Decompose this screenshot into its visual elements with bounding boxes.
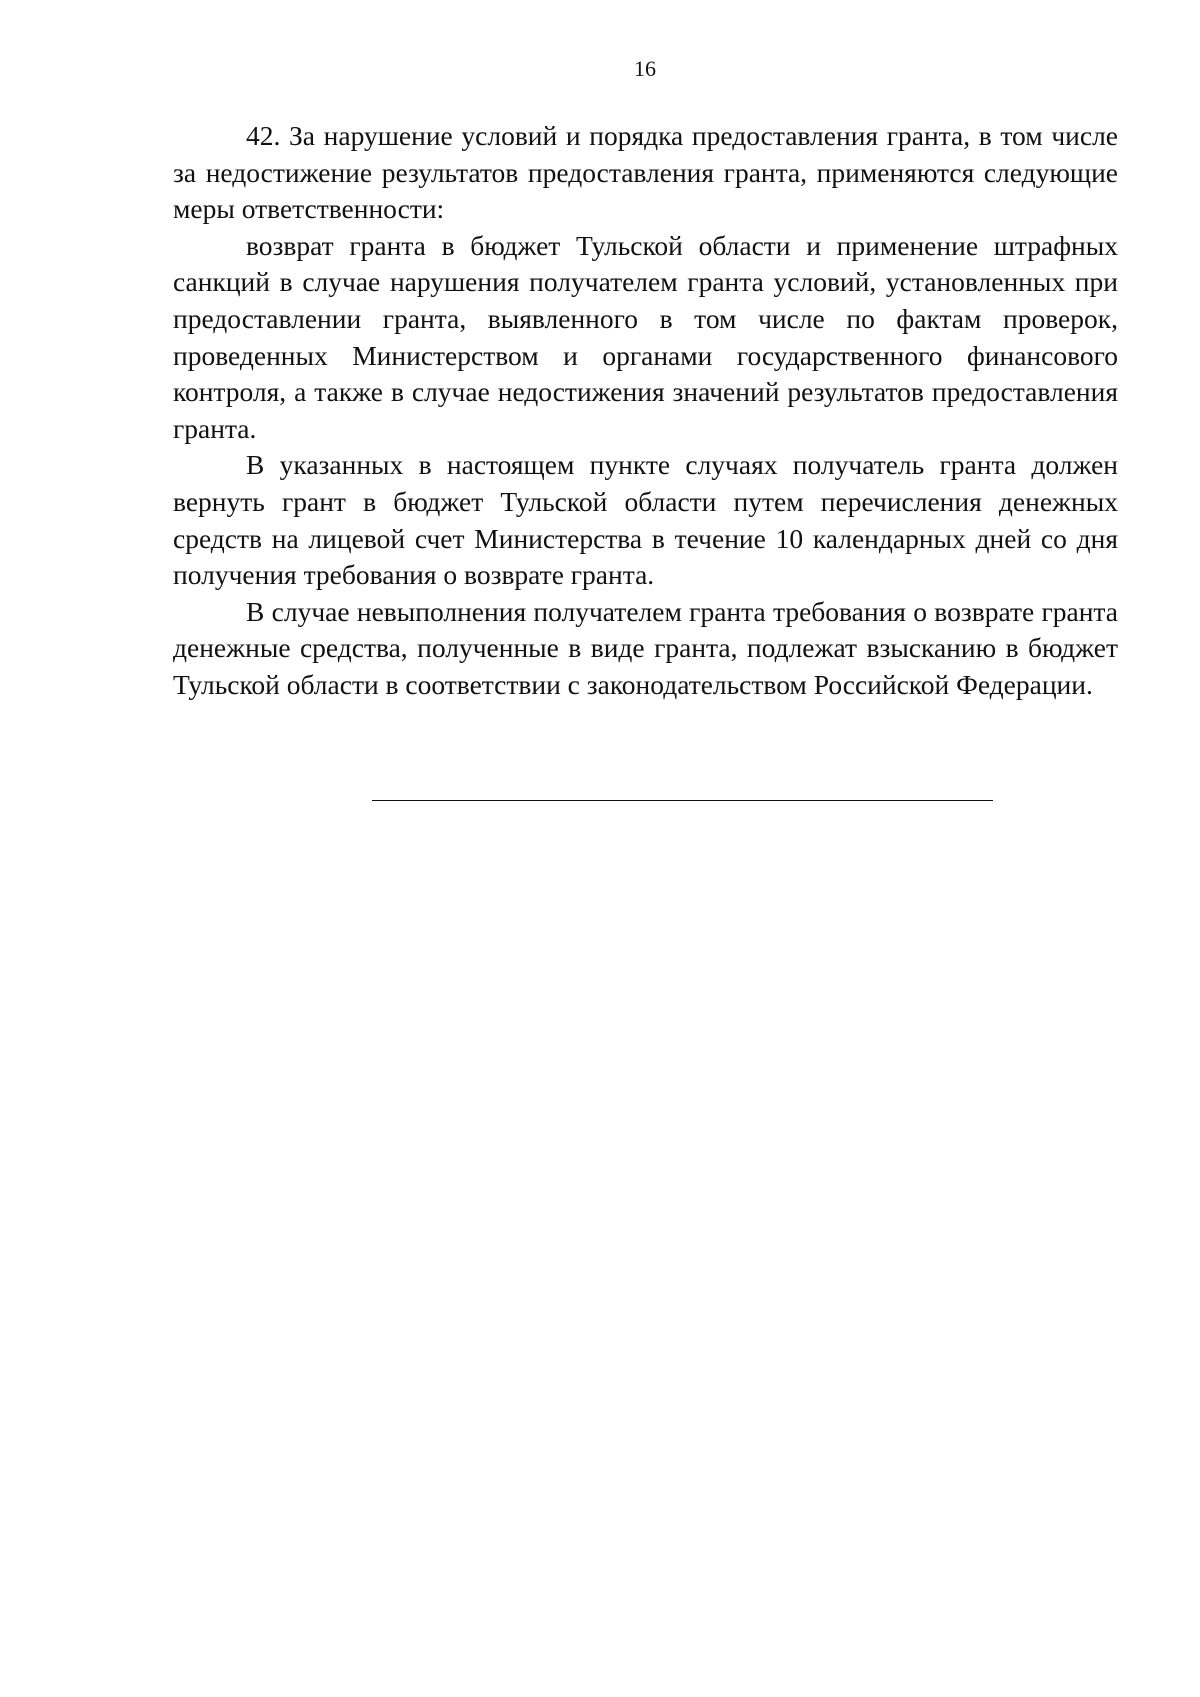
paragraph-return-deadline: В указанных в настоящем пункте случаях получатель гранта должен вернуть грант в бюджет Тульской области путем перечисления денежных средств на лицевой счет Министерства в течение 10 календарных дней со дня получения требования о возврате гранта. [173, 449, 1118, 591]
paragraph-42-liability: 42. За нарушение условий и порядка предоставления гранта, в том числе за недостижение результатов предоставления гранта, применяются следующие меры ответственности: [173, 120, 1118, 225]
paragraph-recovery: В случае невыполнения получателем гранта требования о возврате гранта денежные средства, полученные в виде гранта, подлежат взысканию в бюджет Тульской области в соответствии с законодательством Российской Федерации. [173, 595, 1118, 700]
page-number: 16 [634, 56, 656, 81]
end-of-document-line [372, 800, 993, 801]
paragraph-grant-return-and-penalties: возврат гранта в бюджет Тульской области и применение штрафных санкций в случае нарушения получателем гранта условий, установленных при предоставлении гранта, выявленного в том числе по фактам проверок, проведенных Министерством и органами государственного финансового контроля, а также в случае недостижения значений результатов предоставления гранта. [173, 229, 1118, 444]
document-body [173, 118, 1118, 704]
